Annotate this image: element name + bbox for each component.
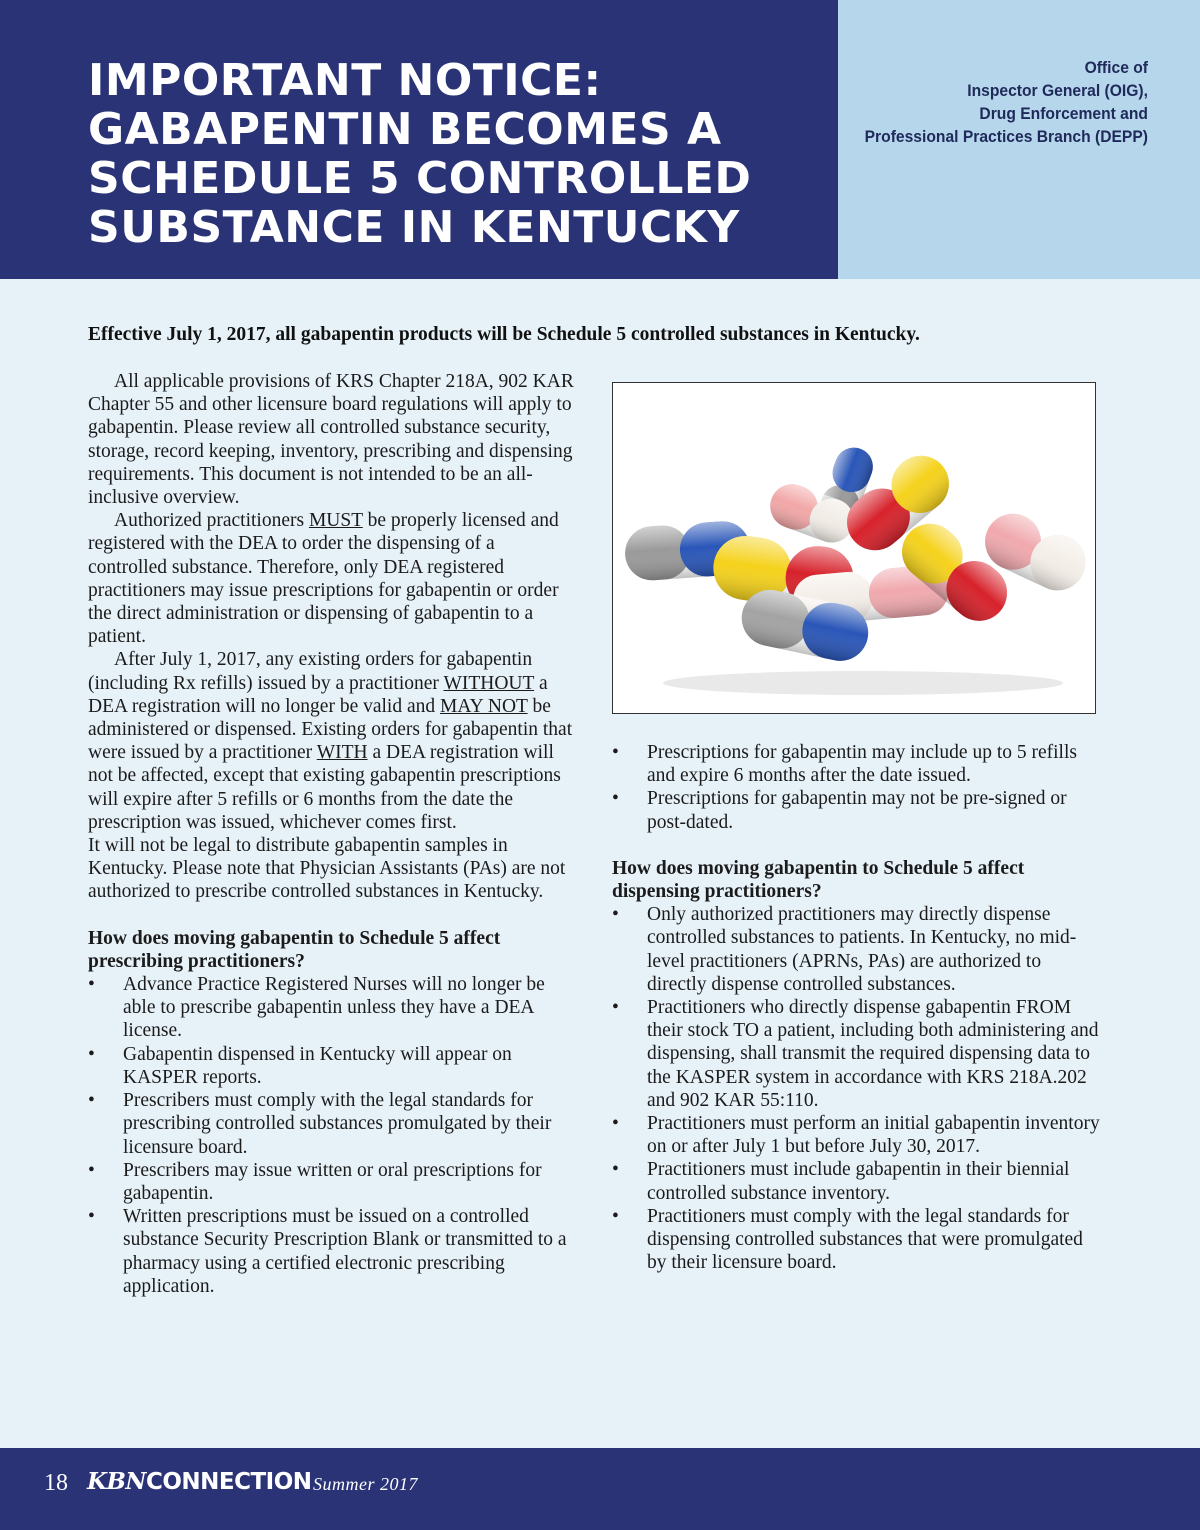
paragraph-existing-orders: After July 1, 2017, any existing orders for gabapentin (including Rx refills) issued by a practitioner WITHOUT a DEA registration will no longer be valid and MAY NOT be administered or dispensed. Existing orders for gabapentin that were issued by a practitioner WITH a DEA registration will not be affected, except that existing gabapentin prescriptions will expire after 5 refills or 6 months from the date the prescription was issued, whichever comes first. <box>88 649 573 833</box>
list-item: • Practitioners who directly dispense gabapentin FROM their stock TO a patient, including both administering and dispensing, shall transmit the required dispensing data to the KASPER system in accordance with KRS 218A.202 and 902 KAR 55:110. <box>612 996 1102 1112</box>
paragraph-provisions: All applicable provisions of KRS Chapter 218A, 902 KAR Chapter 55 and other licensure board regulations will apply to gabapentin. Please review all controlled substance security, storage, record keeping, inventory, prescribing and dispensing requirements. This document is not intended to be an all-inclusive overview. <box>88 371 574 509</box>
header-banner <box>0 0 838 279</box>
page-title: IMPORTANT NOTICE: GABAPENTIN BECOMES A SCHEDULE 5 CONTROLLED SUBSTANCE IN KENTUCKY <box>88 55 752 253</box>
left-column <box>88 370 578 1298</box>
list-item: • Advance Practice Registered Nurses will no longer be able to prescribe gabapentin unless they have a DEA license. <box>88 973 578 1043</box>
list-item: • Gabapentin dispensed in Kentucky will appear on KASPER reports. <box>88 1043 578 1089</box>
list-item: • Prescribers may issue written or oral prescriptions for gabapentin. <box>88 1159 578 1205</box>
right-column <box>612 741 1102 1274</box>
dispensing-list <box>612 903 1102 1274</box>
effective-date-statement: Effective July 1, 2017, all gabapentin products will be Schedule 5 controlled substances in Kentucky. <box>88 324 920 345</box>
list-item: • Written prescriptions must be issued on a controlled substance Security Prescription Blank or transmitted to a pharmacy using a certified electronic prescribing application. <box>88 1205 578 1298</box>
footer-bar <box>0 1448 1200 1530</box>
prescription-rules-list <box>612 741 1102 834</box>
list-item: • Practitioners must comply with the legal standards for dispensing controlled substances that were promulgated by their licensure board. <box>612 1205 1102 1275</box>
list-item: • Prescribers must comply with the legal standards for prescribing controlled substances promulgated by their licensure board. <box>88 1089 578 1159</box>
capsules-photo <box>612 382 1096 714</box>
paragraph-samples: It will not be legal to distribute gabapentin samples in Kentucky. Please note that Physician Assistants (PAs) are not authorized to prescribe controlled substances in Kentucky. <box>88 835 566 903</box>
paragraph-authorized: Authorized practitioners MUST be properly licensed and registered with the DEA to order the dispensing of a controlled substance. Therefore, only DEA registered practitioners may issue prescriptions for gabapentin or order the direct administration or dispensing of gabapentin to a patient. <box>88 510 559 648</box>
office-name: Office of Inspector General (OIG), Drug Enforcement and Professional Practices Branch (DEPP) <box>864 58 1148 146</box>
office-panel <box>838 0 1200 279</box>
list-item: • Practitioners must perform an initial gabapentin inventory on or after July 1 but before July 30, 2017. <box>612 1112 1102 1158</box>
capsules-illustration <box>613 383 1096 714</box>
heading-dispensing: How does moving gabapentin to Schedule 5 affect dispensing practitioners? <box>612 857 1025 903</box>
list-item: • Prescriptions for gabapentin may include up to 5 refills and expire 6 months after the date issued. <box>612 741 1102 787</box>
issue-date: Summer 2017 <box>313 1474 418 1494</box>
list-item: • Only authorized practitioners may directly dispense controlled substances to patients. In Kentucky, no mid-level practitioners (APRNs, PAs) are authorized to directly dispense controlled substances. <box>612 903 1102 996</box>
prescribing-list <box>88 973 578 1298</box>
list-item: • Prescriptions for gabapentin may not be pre-signed or post-dated. <box>612 787 1102 833</box>
heading-prescribing: How does moving gabapentin to Schedule 5 affect prescribing practitioners? <box>88 927 501 972</box>
page-number: 18 <box>44 1470 68 1496</box>
list-item: • Practitioners must include gabapentin in their biennial controlled substance inventory. <box>612 1158 1102 1204</box>
publication-logo: KBNCONNECTION <box>87 1468 312 1495</box>
